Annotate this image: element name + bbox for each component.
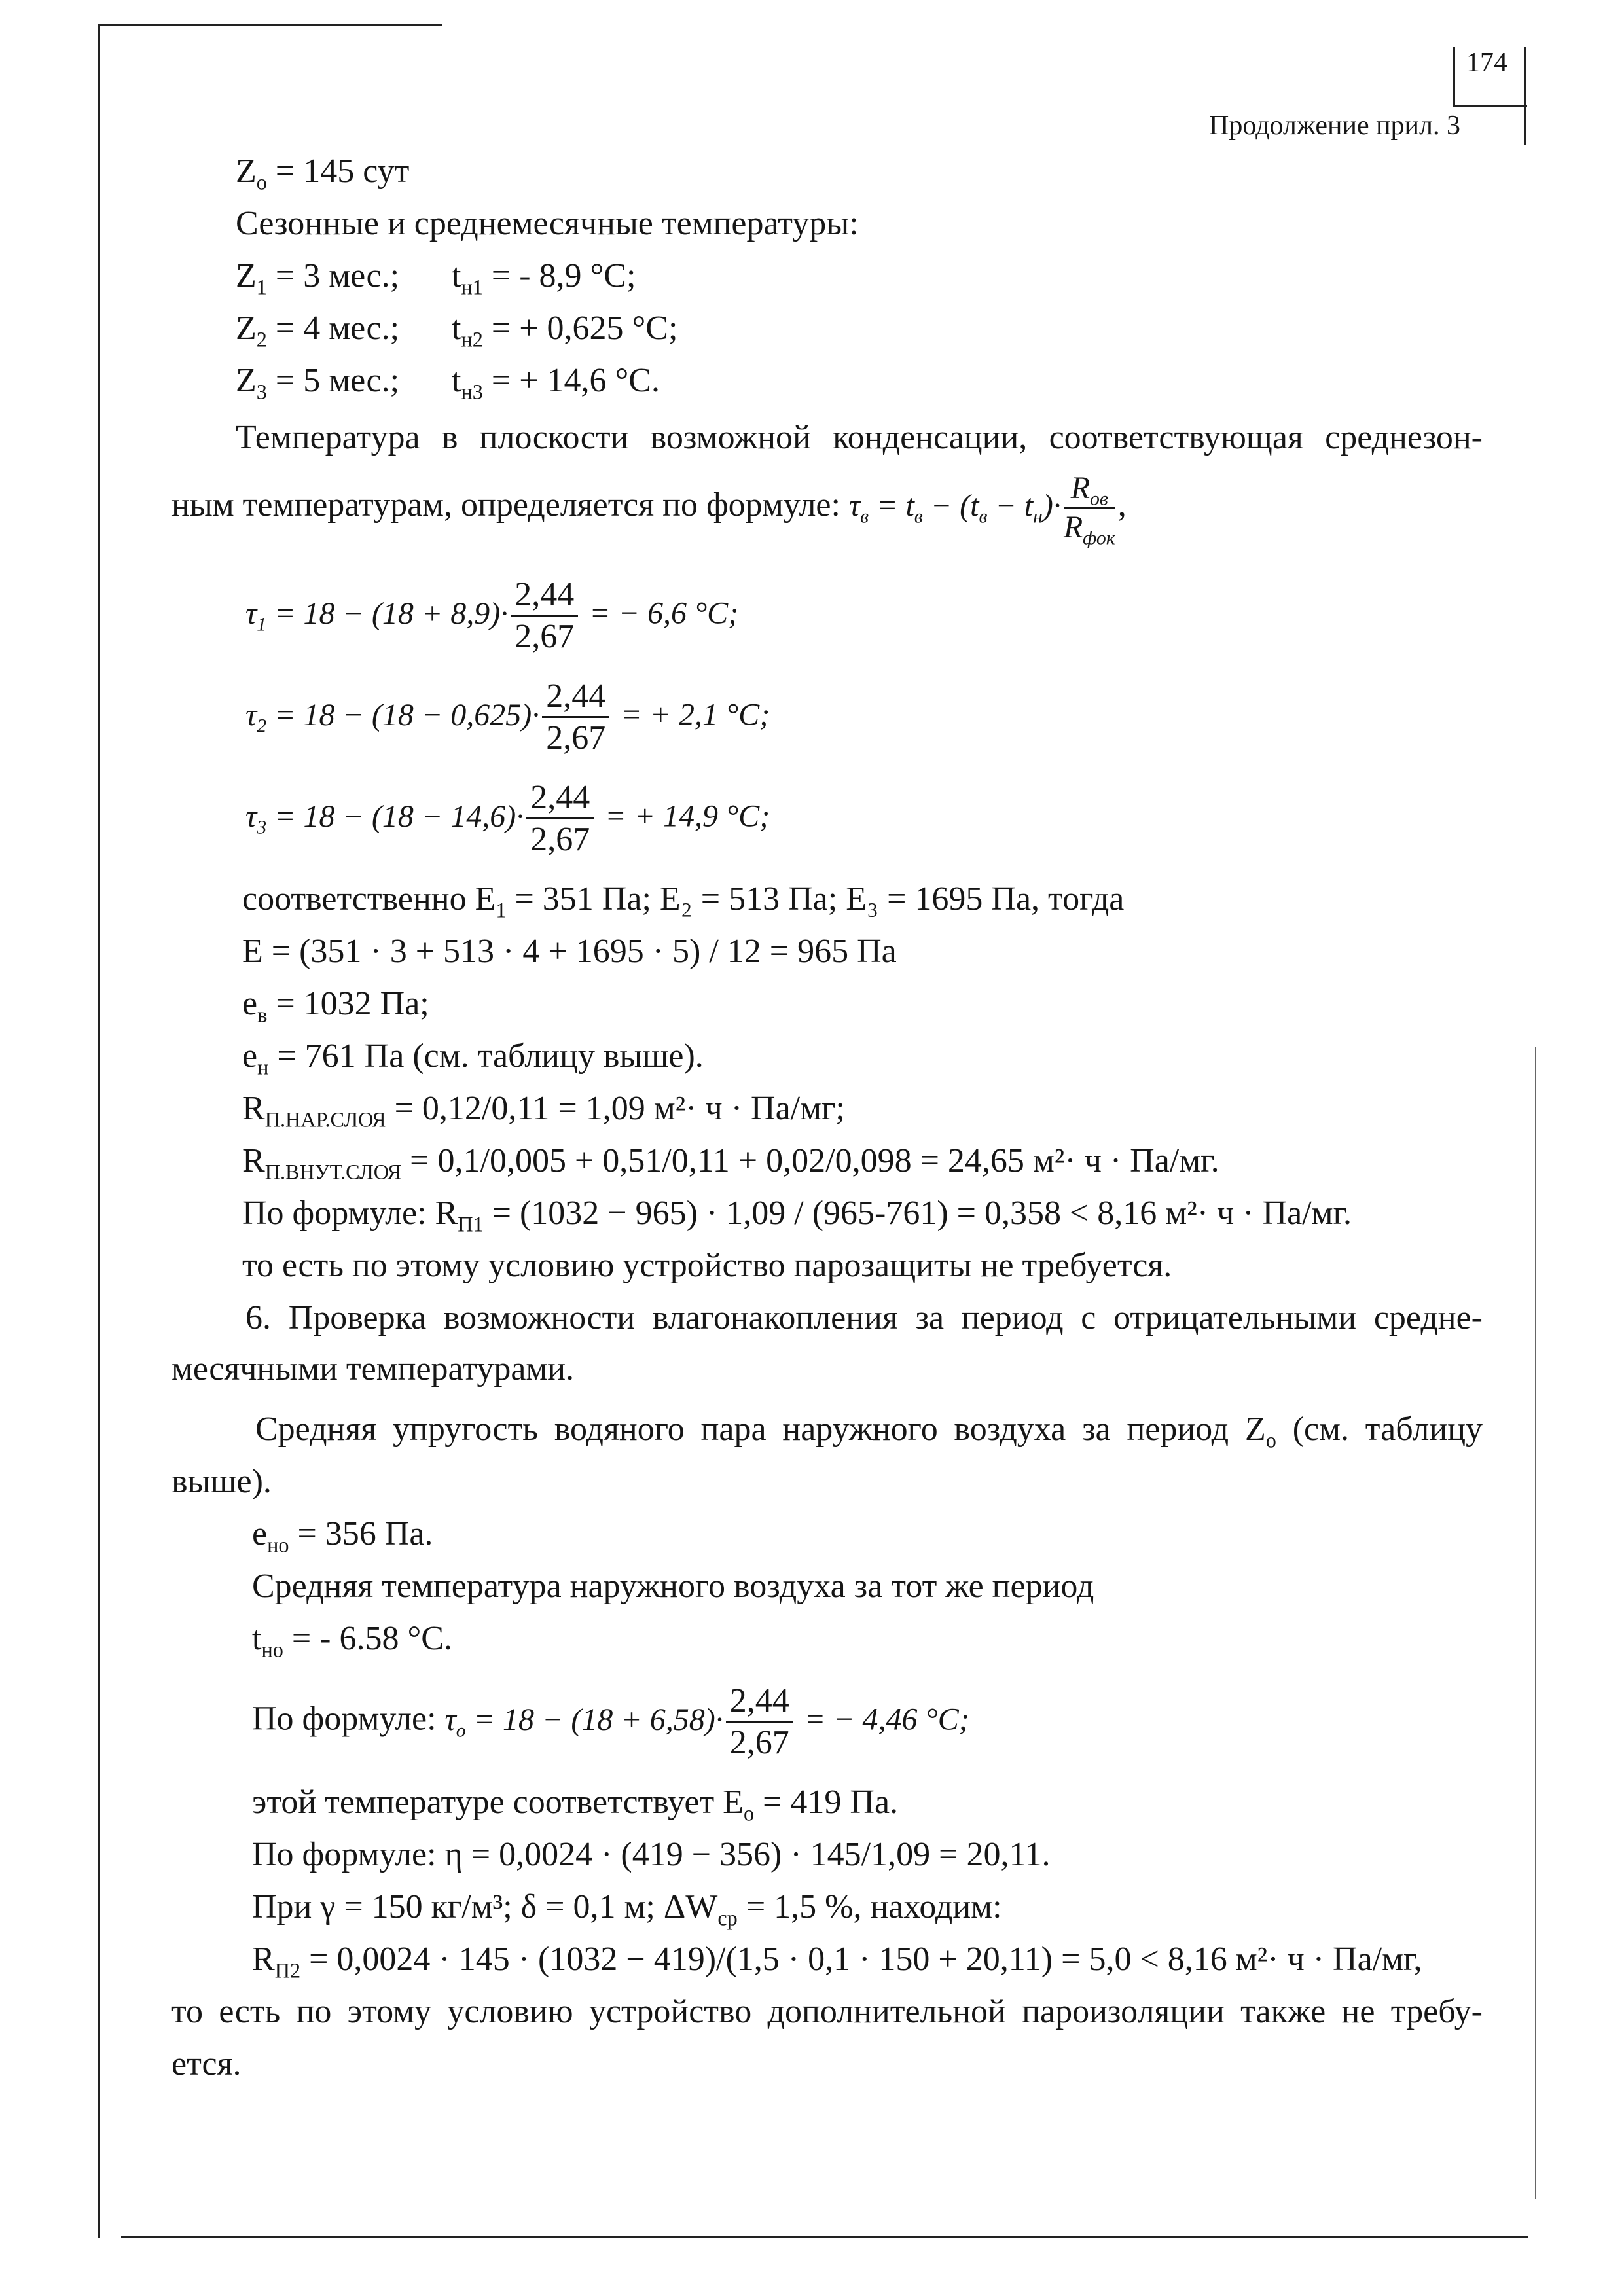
line-zo: $Z_о = 145$ сут [236,152,410,194]
line-rp1-formula: По формуле: $R_{П1} = (1032 - 965) \cdot 1,09 / (965-761) = 0,358 < 8,16$ м²· ч · Па/мг. [242,1194,1352,1236]
line-e-values: соответственно $E_1 = 351$ Па; E₂ = 513 Па; E₃ = 1695 Па, тогда [242,880,1125,922]
section-6-heading-1: 6. Проверка возможности влагонакопления за период с отрицательными средне- [245,1299,1483,1336]
line-seasonal: Сезонные и среднемесячные температуры: [236,205,859,242]
line-r-outer-layer: $R_{П.НАР.СЛОЯ} = 0,12/0,11 = 1,09$ м²· ч · Па/мг; [242,1090,845,1132]
paragraph-conclusion-2-2: ется. [171,2045,242,2083]
paragraph-conclusion-2-1: то есть по этому условию устройство дополнительной пароизоляции также не требу- [171,1993,1483,2030]
continuation-label: Продолжение прил. 3 [1208,111,1460,141]
frame-right-line [1535,1047,1536,2199]
line-z3: $Z_3 = 5$ мес.; $t_{н3}$ = + 14,6 °C. [236,362,660,404]
line-z1: $Z_1 = 3$ мес.; $t_{н1}$ = - 8,9 °C; [236,257,636,299]
frame-top-line [98,24,442,26]
formula-tau3: $\tau_3 = 18 - (18 - 14,6)\cdot$ $\frac{2,44}{2,67}$ = + 14,9 °C; [245,779,770,859]
formula-tau0: По формуле: $\tau_о = 18 - (18 + 6,58)\cdot$ $\frac{2,44}{2,67}$ = − 4,46 °C; [252,1682,969,1762]
paragraph-condensation-1: Температура в плоскости возможной конденсации, соответствующая среднезон- [236,419,1483,456]
line-e-average: E = (351 · 3 + 513 · 4 + 1695 · 5) / 12 = 965 Па [242,933,897,970]
formula-tau1: $\tau_1 = 18 - (18 + 8,9)\cdot$ $\frac{2,44}{2,67}$ = − 6,6 °C; [245,576,739,656]
line-z2: $Z_2 = 4$ мес.; $t_{н2}$ = + 0,625 °C; [236,310,678,351]
line-eno: $e_{но} = 356$ Па. [252,1515,433,1557]
paragraph-vapour-2: выше). [171,1463,272,1500]
frame-left-line [98,24,100,2238]
line-eo: этой температуре соответствует $E_о = 419$ Па. [252,1784,899,1825]
line-e-inner: $e_в = 1032$ Па; [242,985,429,1027]
line-conclusion-1: то есть по этому условию устройство парозащиты не требуется. [242,1247,1172,1284]
formula-tau2: $\tau_2 = 18 - (18 - 0,625)\cdot$ $\frac{2,44}{2,67}$ = + 2,1 °C; [245,677,770,757]
page-number-box-edge [1524,47,1526,145]
line-gamma: При γ = 150 кг/м³; δ = 0,1 м; $\Delta W_{ср} = 1,5$ %, находим: [252,1888,1002,1930]
line-mean-temp: Средняя температура наружного воздуха за тот же период [252,1568,1094,1605]
section-6-heading-2: месячными температурами. [171,1350,575,1388]
line-r-inner-layer: $R_{П.ВНУТ.СЛОЯ} = 0,1/0,005 + 0,51/0,11 + 0,02/0,098 = 24,65$ м²· ч · Па/мг. [242,1142,1219,1184]
line-e-outer: $e_н = 761$ Па (см. таблицу выше). [242,1037,704,1079]
line-tno: $t_{но}$ = - 6.58 °C. [252,1620,452,1662]
paragraph-vapour-1: Средняя упругость водяного пара наружного воздуха за период $Z_о$ (см. таблицу [255,1410,1483,1452]
frame-bottom-line [121,2236,1528,2238]
page-number: 174 [1466,48,1507,78]
paragraph-condensation-2: ным температурам, определяется по формуле: $\tau_в = t_в - (t_в - t_н)\cdot$ $\frac{R_{ов}}{R_{фок}}$ , [171,471,1127,549]
line-rp2-formula: $R_{П2} = 0,0024 \cdot 145 \cdot (1032 - 419)/(1,5 \cdot 0,1 \cdot 150 + 20,11) = 5,0 < 8,16$ м²· ч · Па/мг, [252,1941,1422,1982]
line-eta: По формуле: η = 0,0024 · (419 − 356) · 145/1,09 = 20,11. [252,1836,1051,1873]
